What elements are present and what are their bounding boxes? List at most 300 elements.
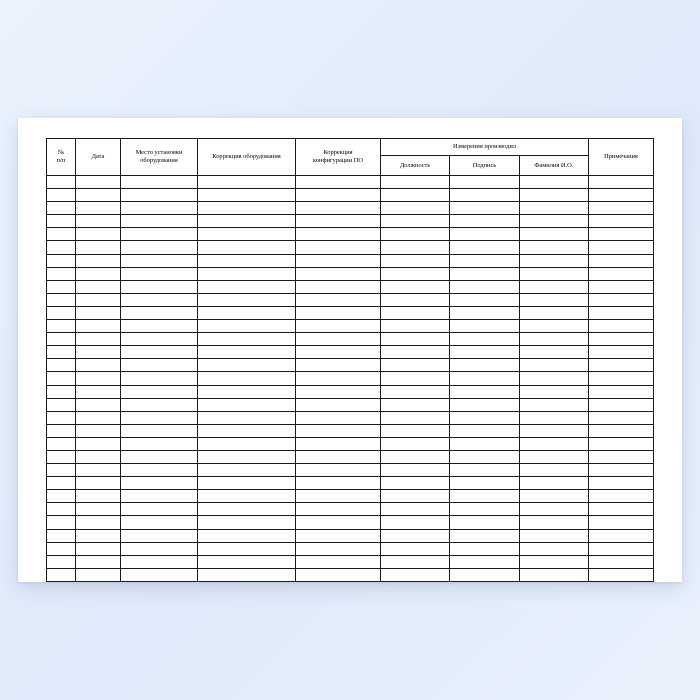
cell-date[interactable] bbox=[76, 320, 121, 333]
cell-notes[interactable] bbox=[589, 464, 654, 477]
cell-equipment[interactable] bbox=[198, 176, 296, 189]
cell-number[interactable] bbox=[47, 333, 76, 346]
cell-number[interactable] bbox=[47, 555, 76, 568]
cell-position[interactable] bbox=[381, 490, 450, 503]
cell-notes[interactable] bbox=[589, 503, 654, 516]
cell-position[interactable] bbox=[381, 437, 450, 450]
cell-signature[interactable] bbox=[450, 189, 519, 202]
cell-signature[interactable] bbox=[450, 529, 519, 542]
cell-number[interactable] bbox=[47, 189, 76, 202]
cell-notes[interactable] bbox=[589, 437, 654, 450]
cell-number[interactable] bbox=[47, 215, 76, 228]
cell-equipment[interactable] bbox=[198, 189, 296, 202]
cell-date[interactable] bbox=[76, 306, 121, 319]
cell-fio[interactable] bbox=[519, 516, 588, 529]
table-row bbox=[47, 215, 654, 228]
cell-software[interactable] bbox=[296, 411, 381, 424]
cell-date[interactable] bbox=[76, 424, 121, 437]
cell-equipment[interactable] bbox=[198, 267, 296, 280]
cell-fio[interactable] bbox=[519, 333, 588, 346]
cell-place[interactable] bbox=[121, 372, 198, 385]
table-row bbox=[47, 359, 654, 372]
cell-software[interactable] bbox=[296, 503, 381, 516]
cell-notes[interactable] bbox=[589, 516, 654, 529]
cell-equipment[interactable] bbox=[198, 398, 296, 411]
cell-position[interactable] bbox=[381, 346, 450, 359]
cell-equipment[interactable] bbox=[198, 568, 296, 581]
cell-date[interactable] bbox=[76, 411, 121, 424]
cell-fio[interactable] bbox=[519, 450, 588, 463]
cell-equipment[interactable] bbox=[198, 202, 296, 215]
cell-fio[interactable] bbox=[519, 280, 588, 293]
cell-equipment[interactable] bbox=[198, 437, 296, 450]
cell-signature[interactable] bbox=[450, 267, 519, 280]
cell-date[interactable] bbox=[76, 516, 121, 529]
cell-notes[interactable] bbox=[589, 293, 654, 306]
cell-fio[interactable] bbox=[519, 398, 588, 411]
table-row bbox=[47, 228, 654, 241]
table-row bbox=[47, 176, 654, 189]
cell-signature[interactable] bbox=[450, 568, 519, 581]
cell-notes[interactable] bbox=[589, 424, 654, 437]
cell-place[interactable] bbox=[121, 306, 198, 319]
cell-place[interactable] bbox=[121, 424, 198, 437]
cell-fio[interactable] bbox=[519, 215, 588, 228]
table-row bbox=[47, 385, 654, 398]
cell-date[interactable] bbox=[76, 293, 121, 306]
cell-fio[interactable] bbox=[519, 464, 588, 477]
cell-position[interactable] bbox=[381, 385, 450, 398]
cell-date[interactable] bbox=[76, 464, 121, 477]
cell-signature[interactable] bbox=[450, 333, 519, 346]
cell-fio[interactable] bbox=[519, 372, 588, 385]
cell-number[interactable] bbox=[47, 568, 76, 581]
cell-position[interactable] bbox=[381, 464, 450, 477]
cell-date[interactable] bbox=[76, 189, 121, 202]
cell-date[interactable] bbox=[76, 228, 121, 241]
cell-notes[interactable] bbox=[589, 267, 654, 280]
cell-position[interactable] bbox=[381, 241, 450, 254]
cell-signature[interactable] bbox=[450, 215, 519, 228]
cell-number[interactable] bbox=[47, 202, 76, 215]
cell-software[interactable] bbox=[296, 555, 381, 568]
cell-place[interactable] bbox=[121, 450, 198, 463]
cell-place[interactable] bbox=[121, 529, 198, 542]
cell-signature[interactable] bbox=[450, 320, 519, 333]
cell-software[interactable] bbox=[296, 398, 381, 411]
cell-date[interactable] bbox=[76, 241, 121, 254]
cell-date[interactable] bbox=[76, 555, 121, 568]
cell-place[interactable] bbox=[121, 202, 198, 215]
cell-date[interactable] bbox=[76, 254, 121, 267]
cell-position[interactable] bbox=[381, 189, 450, 202]
cell-software[interactable] bbox=[296, 359, 381, 372]
cell-place[interactable] bbox=[121, 516, 198, 529]
cell-date[interactable] bbox=[76, 346, 121, 359]
cell-fio[interactable] bbox=[519, 254, 588, 267]
cell-fio[interactable] bbox=[519, 568, 588, 581]
cell-software[interactable] bbox=[296, 424, 381, 437]
cell-fio[interactable] bbox=[519, 228, 588, 241]
cell-position[interactable] bbox=[381, 320, 450, 333]
cell-equipment[interactable] bbox=[198, 542, 296, 555]
cell-software[interactable] bbox=[296, 477, 381, 490]
cell-software[interactable] bbox=[296, 568, 381, 581]
cell-number[interactable] bbox=[47, 424, 76, 437]
cell-date[interactable] bbox=[76, 503, 121, 516]
cell-number[interactable] bbox=[47, 241, 76, 254]
cell-number[interactable] bbox=[47, 359, 76, 372]
cell-position[interactable] bbox=[381, 542, 450, 555]
cell-fio[interactable] bbox=[519, 437, 588, 450]
cell-equipment[interactable] bbox=[198, 254, 296, 267]
cell-notes[interactable] bbox=[589, 568, 654, 581]
cell-signature[interactable] bbox=[450, 372, 519, 385]
cell-number[interactable] bbox=[47, 228, 76, 241]
cell-fio[interactable] bbox=[519, 503, 588, 516]
cell-software[interactable] bbox=[296, 280, 381, 293]
cell-position[interactable] bbox=[381, 477, 450, 490]
cell-position[interactable] bbox=[381, 280, 450, 293]
cell-notes[interactable] bbox=[589, 280, 654, 293]
cell-software[interactable] bbox=[296, 293, 381, 306]
cell-place[interactable] bbox=[121, 490, 198, 503]
cell-position[interactable] bbox=[381, 254, 450, 267]
table-row bbox=[47, 293, 654, 306]
cell-equipment[interactable] bbox=[198, 372, 296, 385]
cell-place[interactable] bbox=[121, 503, 198, 516]
cell-signature[interactable] bbox=[450, 542, 519, 555]
cell-fio[interactable] bbox=[519, 189, 588, 202]
cell-number[interactable] bbox=[47, 254, 76, 267]
cell-equipment[interactable] bbox=[198, 529, 296, 542]
cell-equipment[interactable] bbox=[198, 320, 296, 333]
cell-number[interactable] bbox=[47, 293, 76, 306]
cell-software[interactable] bbox=[296, 176, 381, 189]
cell-position[interactable] bbox=[381, 555, 450, 568]
cell-signature[interactable] bbox=[450, 202, 519, 215]
column-header-measured-by-group: Измерения производил bbox=[381, 139, 589, 156]
cell-signature[interactable] bbox=[450, 437, 519, 450]
cell-software[interactable] bbox=[296, 529, 381, 542]
cell-equipment[interactable] bbox=[198, 490, 296, 503]
cell-position[interactable] bbox=[381, 424, 450, 437]
cell-notes[interactable] bbox=[589, 202, 654, 215]
cell-place[interactable] bbox=[121, 320, 198, 333]
cell-fio[interactable] bbox=[519, 306, 588, 319]
cell-place[interactable] bbox=[121, 346, 198, 359]
cell-signature[interactable] bbox=[450, 398, 519, 411]
cell-fio[interactable] bbox=[519, 359, 588, 372]
cell-date[interactable] bbox=[76, 398, 121, 411]
table-row bbox=[47, 202, 654, 215]
cell-signature[interactable] bbox=[450, 293, 519, 306]
cell-place[interactable] bbox=[121, 254, 198, 267]
cell-position[interactable] bbox=[381, 372, 450, 385]
cell-equipment[interactable] bbox=[198, 359, 296, 372]
cell-fio[interactable] bbox=[519, 346, 588, 359]
cell-position[interactable] bbox=[381, 411, 450, 424]
cell-software[interactable] bbox=[296, 267, 381, 280]
cell-notes[interactable] bbox=[589, 176, 654, 189]
cell-software[interactable] bbox=[296, 306, 381, 319]
cell-position[interactable] bbox=[381, 503, 450, 516]
cell-position[interactable] bbox=[381, 333, 450, 346]
cell-number[interactable] bbox=[47, 320, 76, 333]
cell-fio[interactable] bbox=[519, 411, 588, 424]
cell-signature[interactable] bbox=[450, 516, 519, 529]
cell-date[interactable] bbox=[76, 477, 121, 490]
cell-equipment[interactable] bbox=[198, 293, 296, 306]
cell-signature[interactable] bbox=[450, 254, 519, 267]
cell-position[interactable] bbox=[381, 450, 450, 463]
cell-equipment[interactable] bbox=[198, 424, 296, 437]
cell-number[interactable] bbox=[47, 267, 76, 280]
cell-equipment[interactable] bbox=[198, 241, 296, 254]
cell-signature[interactable] bbox=[450, 306, 519, 319]
cell-place[interactable] bbox=[121, 267, 198, 280]
cell-number[interactable] bbox=[47, 477, 76, 490]
cell-signature[interactable] bbox=[450, 490, 519, 503]
cell-notes[interactable] bbox=[589, 385, 654, 398]
cell-software[interactable] bbox=[296, 464, 381, 477]
cell-signature[interactable] bbox=[450, 424, 519, 437]
cell-notes[interactable] bbox=[589, 320, 654, 333]
cell-signature[interactable] bbox=[450, 241, 519, 254]
cell-place[interactable] bbox=[121, 437, 198, 450]
cell-number[interactable] bbox=[47, 437, 76, 450]
cell-notes[interactable] bbox=[589, 346, 654, 359]
cell-date[interactable] bbox=[76, 202, 121, 215]
cell-position[interactable] bbox=[381, 306, 450, 319]
cell-date[interactable] bbox=[76, 568, 121, 581]
cell-signature[interactable] bbox=[450, 385, 519, 398]
cell-signature[interactable] bbox=[450, 411, 519, 424]
cell-fio[interactable] bbox=[519, 202, 588, 215]
cell-number[interactable] bbox=[47, 464, 76, 477]
cell-notes[interactable] bbox=[589, 477, 654, 490]
cell-place[interactable] bbox=[121, 398, 198, 411]
cell-notes[interactable] bbox=[589, 411, 654, 424]
cell-place[interactable] bbox=[121, 411, 198, 424]
cell-fio[interactable] bbox=[519, 267, 588, 280]
cell-place[interactable] bbox=[121, 176, 198, 189]
cell-software[interactable] bbox=[296, 202, 381, 215]
cell-number[interactable] bbox=[47, 450, 76, 463]
table-header bbox=[47, 139, 654, 176]
cell-software[interactable] bbox=[296, 450, 381, 463]
cell-software[interactable] bbox=[296, 437, 381, 450]
cell-notes[interactable] bbox=[589, 359, 654, 372]
cell-position[interactable] bbox=[381, 398, 450, 411]
cell-date[interactable] bbox=[76, 450, 121, 463]
cell-place[interactable] bbox=[121, 477, 198, 490]
cell-notes[interactable] bbox=[589, 215, 654, 228]
cell-fio[interactable] bbox=[519, 241, 588, 254]
cell-signature[interactable] bbox=[450, 228, 519, 241]
table-row bbox=[47, 267, 654, 280]
cell-number[interactable] bbox=[47, 280, 76, 293]
cell-notes[interactable] bbox=[589, 254, 654, 267]
cell-place[interactable] bbox=[121, 333, 198, 346]
cell-number[interactable] bbox=[47, 411, 76, 424]
cell-signature[interactable] bbox=[450, 450, 519, 463]
cell-number[interactable] bbox=[47, 385, 76, 398]
cell-signature[interactable] bbox=[450, 503, 519, 516]
cell-fio[interactable] bbox=[519, 293, 588, 306]
cell-software[interactable] bbox=[296, 516, 381, 529]
cell-place[interactable] bbox=[121, 555, 198, 568]
cell-fio[interactable] bbox=[519, 320, 588, 333]
cell-signature[interactable] bbox=[450, 346, 519, 359]
cell-software[interactable] bbox=[296, 254, 381, 267]
cell-signature[interactable] bbox=[450, 280, 519, 293]
cell-equipment[interactable] bbox=[198, 503, 296, 516]
cell-position[interactable] bbox=[381, 267, 450, 280]
cell-signature[interactable] bbox=[450, 477, 519, 490]
cell-notes[interactable] bbox=[589, 490, 654, 503]
document-sheet bbox=[18, 118, 682, 582]
cell-place[interactable] bbox=[121, 464, 198, 477]
cell-place[interactable] bbox=[121, 280, 198, 293]
cell-notes[interactable] bbox=[589, 372, 654, 385]
cell-date[interactable] bbox=[76, 437, 121, 450]
cell-place[interactable] bbox=[121, 189, 198, 202]
cell-date[interactable] bbox=[76, 542, 121, 555]
cell-software[interactable] bbox=[296, 215, 381, 228]
cell-position[interactable] bbox=[381, 215, 450, 228]
cell-notes[interactable] bbox=[589, 555, 654, 568]
column-header-equipment-correction: Коррекция оборудования bbox=[198, 139, 296, 176]
cell-signature[interactable] bbox=[450, 464, 519, 477]
cell-position[interactable] bbox=[381, 202, 450, 215]
cell-fio[interactable] bbox=[519, 176, 588, 189]
cell-date[interactable] bbox=[76, 385, 121, 398]
cell-notes[interactable] bbox=[589, 529, 654, 542]
cell-fio[interactable] bbox=[519, 477, 588, 490]
cell-equipment[interactable] bbox=[198, 306, 296, 319]
cell-equipment[interactable] bbox=[198, 280, 296, 293]
cell-equipment[interactable] bbox=[198, 333, 296, 346]
cell-number[interactable] bbox=[47, 542, 76, 555]
cell-place[interactable] bbox=[121, 293, 198, 306]
cell-software[interactable] bbox=[296, 346, 381, 359]
cell-equipment[interactable] bbox=[198, 516, 296, 529]
cell-software[interactable] bbox=[296, 320, 381, 333]
cell-date[interactable] bbox=[76, 280, 121, 293]
cell-software[interactable] bbox=[296, 490, 381, 503]
cell-fio[interactable] bbox=[519, 529, 588, 542]
cell-position[interactable] bbox=[381, 359, 450, 372]
cell-position[interactable] bbox=[381, 293, 450, 306]
cell-number[interactable] bbox=[47, 306, 76, 319]
cell-date[interactable] bbox=[76, 359, 121, 372]
table-row bbox=[47, 346, 654, 359]
cell-number[interactable] bbox=[47, 529, 76, 542]
cell-position[interactable] bbox=[381, 228, 450, 241]
cell-software[interactable] bbox=[296, 372, 381, 385]
cell-equipment[interactable] bbox=[198, 477, 296, 490]
cell-notes[interactable] bbox=[589, 241, 654, 254]
cell-number[interactable] bbox=[47, 516, 76, 529]
cell-date[interactable] bbox=[76, 490, 121, 503]
cell-position[interactable] bbox=[381, 516, 450, 529]
cell-fio[interactable] bbox=[519, 555, 588, 568]
column-header-date: Дата bbox=[76, 139, 121, 176]
cell-notes[interactable] bbox=[589, 398, 654, 411]
cell-place[interactable] bbox=[121, 215, 198, 228]
column-header-position: Должность bbox=[381, 156, 450, 176]
cell-place[interactable] bbox=[121, 568, 198, 581]
table-row bbox=[47, 280, 654, 293]
cell-equipment[interactable] bbox=[198, 228, 296, 241]
journal-table bbox=[46, 138, 654, 582]
cell-place[interactable] bbox=[121, 228, 198, 241]
cell-place[interactable] bbox=[121, 359, 198, 372]
cell-equipment[interactable] bbox=[198, 450, 296, 463]
cell-software[interactable] bbox=[296, 241, 381, 254]
table-row bbox=[47, 464, 654, 477]
cell-software[interactable] bbox=[296, 542, 381, 555]
cell-number[interactable] bbox=[47, 346, 76, 359]
cell-signature[interactable] bbox=[450, 359, 519, 372]
cell-fio[interactable] bbox=[519, 424, 588, 437]
cell-date[interactable] bbox=[76, 372, 121, 385]
cell-fio[interactable] bbox=[519, 542, 588, 555]
table-row bbox=[47, 529, 654, 542]
cell-equipment[interactable] bbox=[198, 385, 296, 398]
cell-notes[interactable] bbox=[589, 306, 654, 319]
cell-notes[interactable] bbox=[589, 333, 654, 346]
cell-software[interactable] bbox=[296, 385, 381, 398]
table-row bbox=[47, 424, 654, 437]
cell-equipment[interactable] bbox=[198, 464, 296, 477]
cell-number[interactable] bbox=[47, 176, 76, 189]
cell-equipment[interactable] bbox=[198, 411, 296, 424]
cell-date[interactable] bbox=[76, 529, 121, 542]
cell-notes[interactable] bbox=[589, 189, 654, 202]
cell-place[interactable] bbox=[121, 385, 198, 398]
cell-number[interactable] bbox=[47, 372, 76, 385]
cell-number[interactable] bbox=[47, 490, 76, 503]
cell-number[interactable] bbox=[47, 503, 76, 516]
cell-date[interactable] bbox=[76, 333, 121, 346]
cell-signature[interactable] bbox=[450, 555, 519, 568]
cell-position[interactable] bbox=[381, 176, 450, 189]
cell-place[interactable] bbox=[121, 241, 198, 254]
cell-fio[interactable] bbox=[519, 385, 588, 398]
cell-place[interactable] bbox=[121, 542, 198, 555]
cell-software[interactable] bbox=[296, 333, 381, 346]
cell-notes[interactable] bbox=[589, 228, 654, 241]
cell-equipment[interactable] bbox=[198, 346, 296, 359]
cell-equipment[interactable] bbox=[198, 215, 296, 228]
cell-date[interactable] bbox=[76, 176, 121, 189]
table-row bbox=[47, 555, 654, 568]
cell-software[interactable] bbox=[296, 189, 381, 202]
cell-notes[interactable] bbox=[589, 542, 654, 555]
cell-notes[interactable] bbox=[589, 450, 654, 463]
cell-position[interactable] bbox=[381, 568, 450, 581]
cell-number[interactable] bbox=[47, 398, 76, 411]
cell-position[interactable] bbox=[381, 529, 450, 542]
cell-signature[interactable] bbox=[450, 176, 519, 189]
cell-equipment[interactable] bbox=[198, 555, 296, 568]
cell-fio[interactable] bbox=[519, 490, 588, 503]
cell-date[interactable] bbox=[76, 267, 121, 280]
cell-date[interactable] bbox=[76, 215, 121, 228]
cell-software[interactable] bbox=[296, 228, 381, 241]
